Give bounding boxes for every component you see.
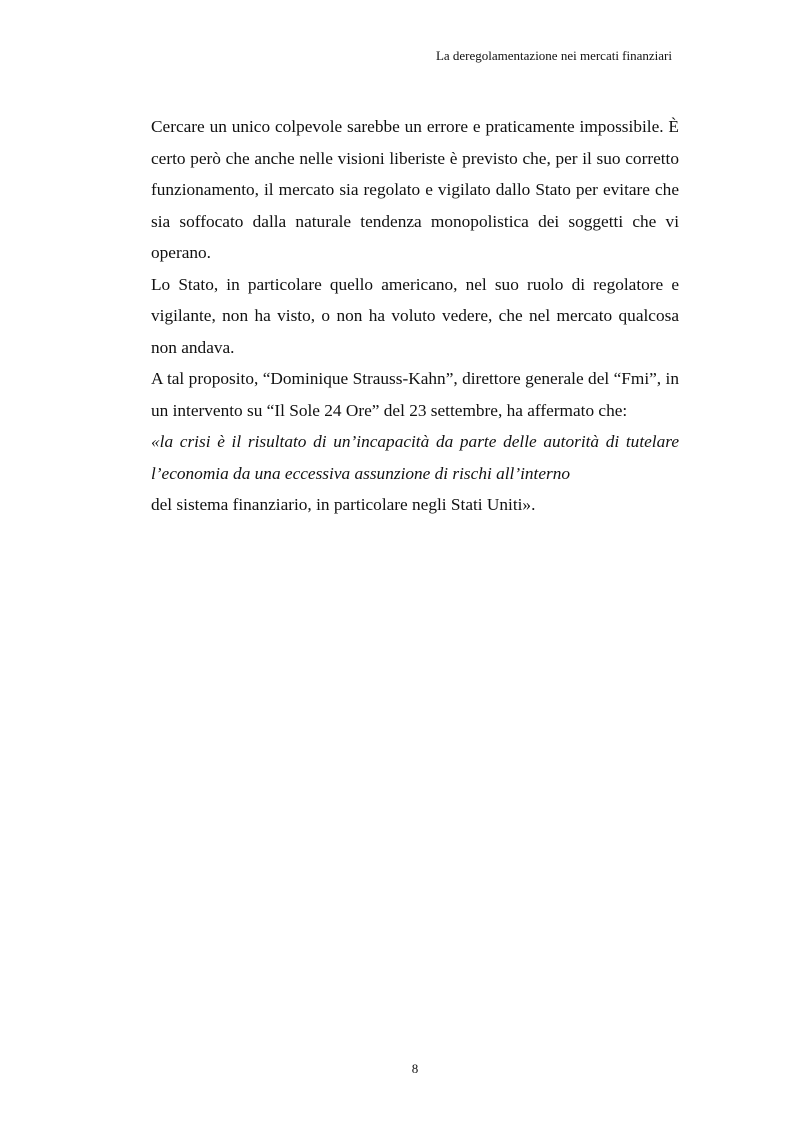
quotation-italic: «la crisi è il risultato di un’incapacità da parte delle autorità di tutelare l’economia da una eccessiva assunzione di rischi all’interno <box>151 432 679 483</box>
body-text <box>151 111 679 521</box>
paragraph: Cercare un unico colpevole sarebbe un errore e praticamente impossibile. È certo però che anche nelle visioni liberiste è previsto che, per il suo corretto funzionamento, il mercato sia regolato e vigilato dallo Stato per evitare che sia soffocato dalla naturale tendenza monopolistica dei soggetti che vi operano. <box>151 117 679 262</box>
running-header: La deregolamentazione nei mercati finanziari <box>435 48 672 63</box>
quotation-end: del sistema finanziario, in particolare negli Stati Uniti». <box>151 495 536 514</box>
page-number: 8 <box>411 1061 419 1076</box>
paragraph: Lo Stato, in particolare quello americano, nel suo ruolo di regolatore e vigilante, non ha visto, o non ha voluto vedere, che nel mercato qualcosa non andava. <box>151 274 679 357</box>
paragraph: A tal proposito, “Dominique Strauss-Kahn”, direttore generale del “Fmi”, in un intervento su “Il Sole 24 Ore” del 23 settembre, ha affermato che: <box>151 369 679 420</box>
